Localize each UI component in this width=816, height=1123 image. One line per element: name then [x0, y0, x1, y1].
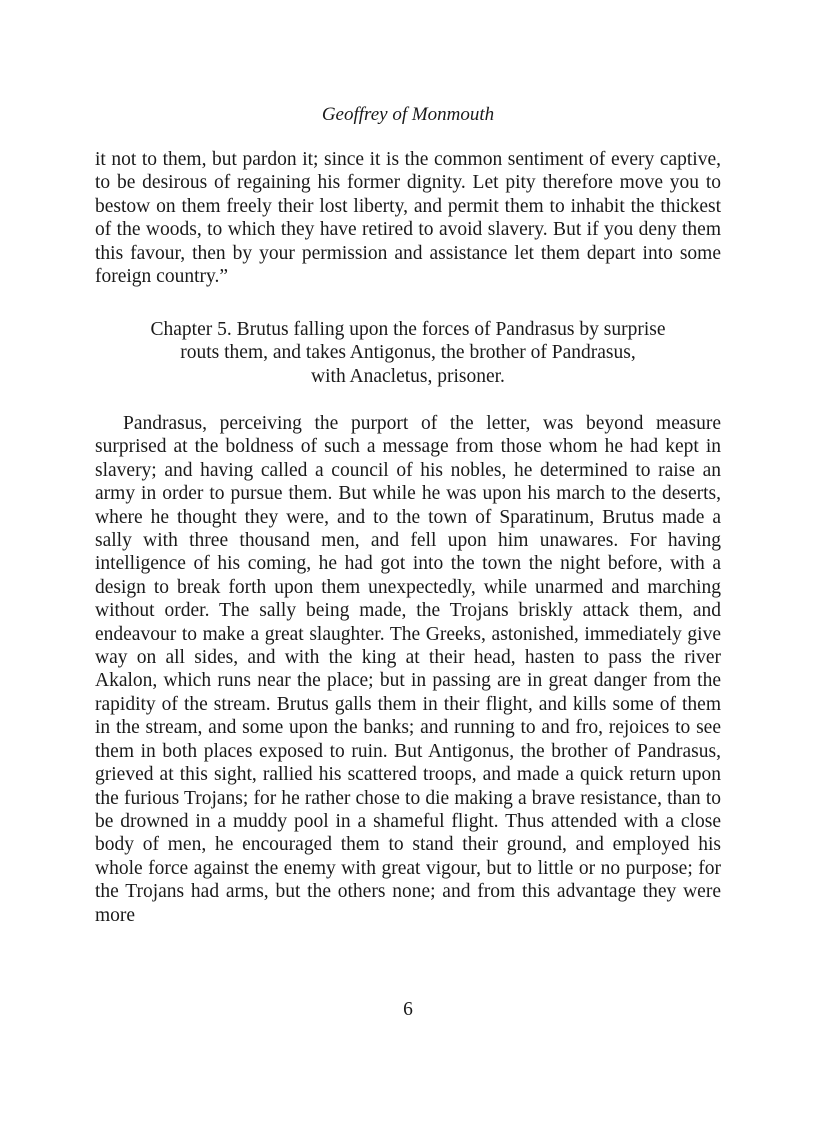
- chapter-heading: [95, 318, 721, 388]
- page-number: 6: [403, 999, 413, 1020]
- chapter-heading-line-3: with Anacletus, prisoner.: [311, 365, 505, 387]
- chapter-heading-line-2: routs them, and takes Antigonus, the brother of Pandrasus,: [180, 342, 636, 364]
- paragraph-continuation: it not to them, but pardon it; since it is the common sentiment of every captive, to be desirous of regaining his former dignity. Let pity therefore move you to bestow on them freely their lost liberty, and permit them to inhabit the thickest of the woods, to which they have retired to avoid slavery. But if you deny them this favour, then by your permission and assistance let them depart into some foreign country.”: [95, 149, 721, 288]
- paragraph-body: Pandrasus, perceiving the purport of the letter, was beyond measure surprised at the boldness of such a message from those whom he had kept in slavery; and having called a council of his nobles, he determined to raise an army in order to pursue them. But while he was upon his march to the deserts, where he thought they were, and to the town of Sparatinum, Brutus made a sally with three thousand men, and fell upon him unawares. For having intelligence of his coming, he had got into the town the night before, with a design to break forth upon them unexpectedly, while unarmed and marching without order. The sally being made, the Trojans briskly attack them, and endeavour to make a great slaughter. The Greeks, astonished, immediately give way on all sides, and with the king at their head, hasten to pass the river Akalon, which runs near the place; but in passing are in great danger from the rapidity of the stream. Brutus galls them in their flight, and kills some of them in the stream, and some upon the banks; and running to and fro, rejoices to see them in both places exposed to ruin. But Antigonus, the brother of Pandrasus, grieved at this sight, rallied his scattered troops, and made a quick return upon the furious Trojans; for he rather chose to die making a brave resistance, than to be drowned in a muddy pool in a shameful flight. Thus attended with a close body of men, he encouraged them to stand their ground, and employed his whole force against the enemy with great vigour, but to little or no purpose; for the Trojans had arms, but the others none; and from this advantage they were more: [95, 413, 721, 926]
- running-header: Geoffrey of Monmouth: [321, 104, 495, 125]
- chapter-heading-line-1: Chapter 5. Brutus falling upon the forces of Pandrasus by surprise: [150, 319, 666, 340]
